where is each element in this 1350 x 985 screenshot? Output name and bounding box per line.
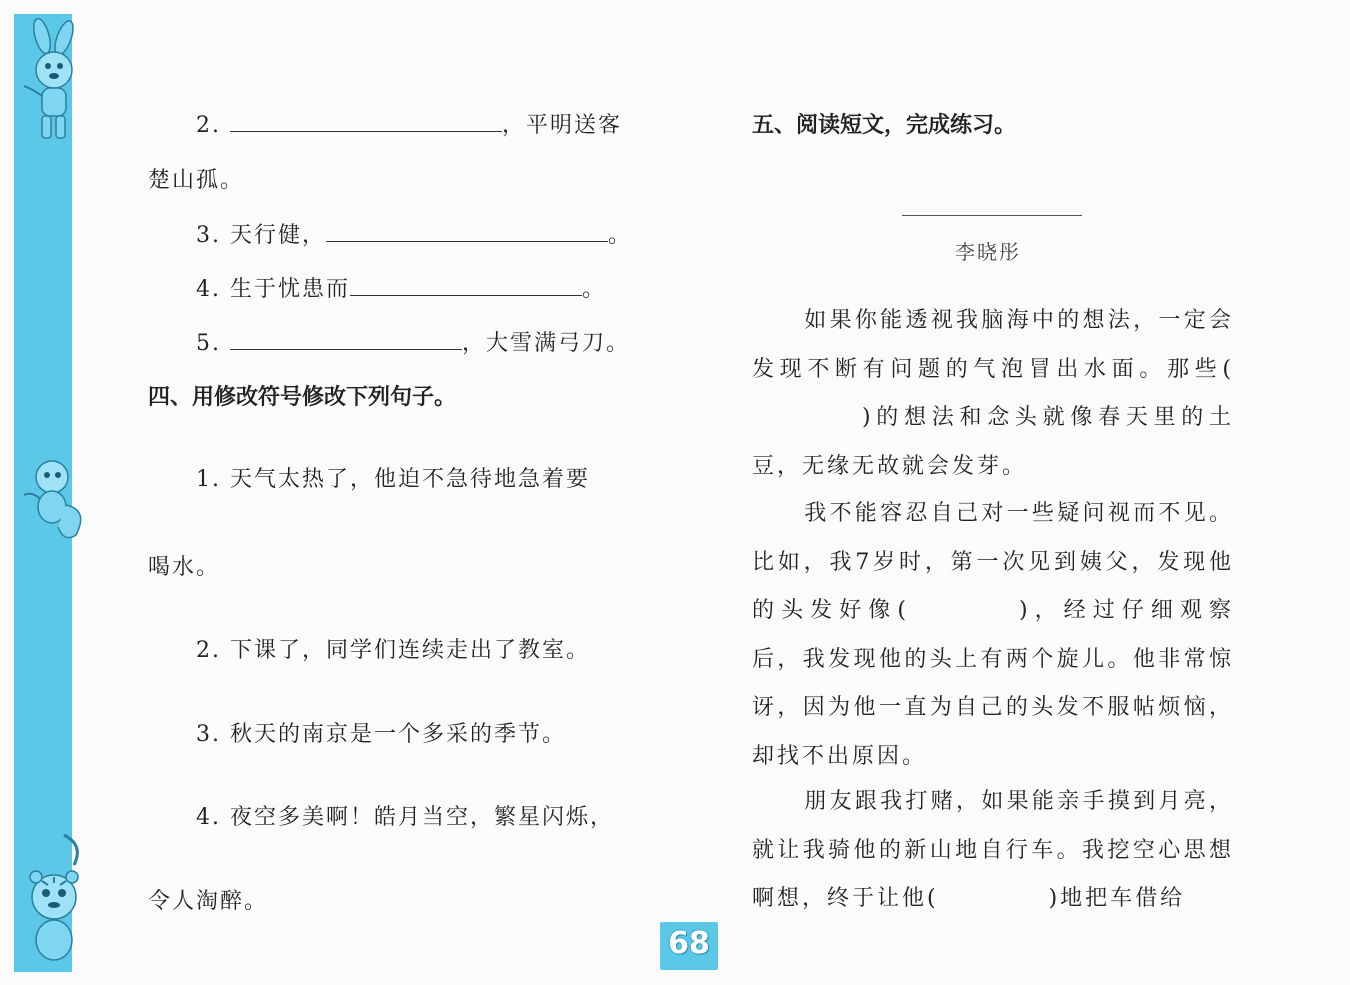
paragraph-text: )，经过仔细观察后，我发现他的头上有两个旋儿。他非常惊讶，因为他一直为自己的头发不服帖烦恼，却找不出原因。	[752, 598, 1234, 769]
paragraph-text: (	[1222, 356, 1234, 382]
page-number-badge	[660, 922, 718, 970]
item-number: 4.	[196, 277, 221, 302]
item-number: 2.	[196, 113, 221, 138]
paragraph-text: 朋友跟我打赌，如果能亲手摸到月亮，就让我骑他的新山地自行车。我挖空心思想啊想，终于让他(	[752, 789, 1234, 911]
paragraph-1	[752, 297, 1234, 491]
paragraph-3	[752, 778, 1234, 924]
poem-line-2	[196, 108, 622, 139]
article-title-blank[interactable]	[902, 215, 1082, 216]
tiger-mascot-icon	[14, 825, 94, 965]
page-number: 68	[668, 926, 710, 961]
poem-text: 楚山孤。	[148, 168, 245, 193]
sentence-4-cont: 令人淘醉。	[148, 889, 269, 914]
poem-text: ，平明送客	[502, 113, 623, 138]
sentence-1: 1. 天气太热了，他迫不急待地急着要	[196, 467, 590, 492]
paragraph-text: 我不能容忍自己对一些疑问视而不见。比如，我7岁时，第一次见到姨父，发现他的头发好像(	[752, 501, 1234, 623]
fill-blank[interactable]	[230, 331, 462, 350]
poem-text: 天行健，	[230, 223, 327, 248]
fill-blank[interactable]	[326, 223, 608, 242]
item-number: 3.	[196, 223, 221, 248]
section-5-heading: 五、阅读短文，完成练习。	[752, 113, 1017, 138]
paragraph-text: )的想法和念头就像春天里的土豆，无缘无故就会发芽。	[752, 405, 1234, 479]
paragraph-text: )地把车借给	[1048, 886, 1186, 911]
poem-line-4	[196, 272, 606, 303]
poem-text: 。	[582, 277, 607, 302]
sentence-4: 4. 夜空多美啊！皓月当空，繁星闪烁，	[196, 805, 614, 830]
poem-text: 。	[608, 223, 633, 248]
item-number: 5.	[196, 331, 221, 356]
article-author: 李晓彤	[955, 240, 1021, 264]
poem-line-5	[196, 326, 630, 357]
sentence-3: 3. 秋天的南京是一个多采的季节。	[196, 722, 566, 747]
sentence-1-cont: 喝水。	[148, 555, 221, 580]
fill-blank[interactable]	[350, 277, 582, 296]
poem-line-3	[196, 218, 632, 249]
sentence-2: 2. 下课了，同学们连续走出了教室。	[196, 638, 590, 663]
fill-blank[interactable]	[230, 113, 502, 132]
paragraph-2	[752, 490, 1234, 781]
poem-text: 生于忧患而	[230, 277, 351, 302]
rabbit-mascot-icon	[14, 18, 94, 148]
paragraph-text: 如果你能透视我脑海中的想法，一定会发现不断有问题的气泡冒出水面。那些	[752, 308, 1234, 382]
poem-text: ，大雪满弓刀。	[462, 331, 631, 356]
squirrel-mascot-icon	[14, 455, 94, 545]
section-4-heading: 四、用修改符号修改下列句子。	[148, 385, 457, 410]
poem-line-2-cont	[148, 163, 244, 194]
